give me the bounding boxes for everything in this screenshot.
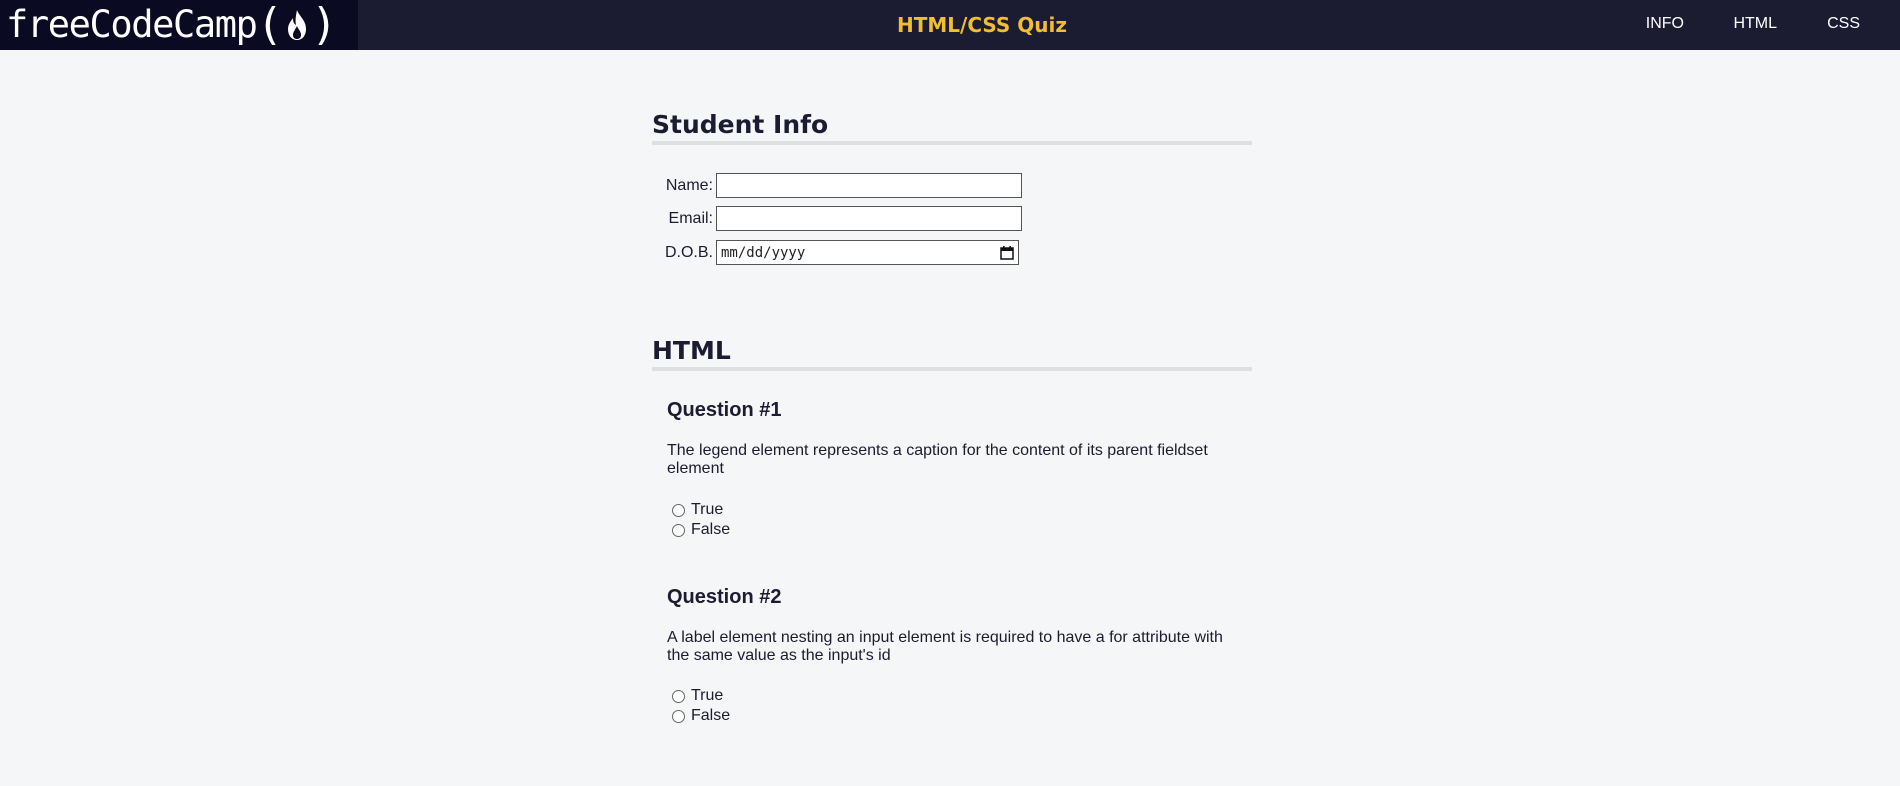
dob-row <box>652 240 1019 265</box>
radio-button[interactable] <box>672 504 685 517</box>
question-2-title: Question #2 <box>667 586 782 608</box>
radio-button[interactable] <box>672 710 685 723</box>
dob-input[interactable] <box>716 240 1019 265</box>
logo-paren-close: ) <box>311 0 338 50</box>
option-label: False <box>691 707 731 724</box>
name-input[interactable] <box>716 173 1022 198</box>
radio-button[interactable] <box>672 524 685 537</box>
question-2-text: A label element nesting an input element is required to have a for attribute with the same value as the input's id <box>667 629 1223 664</box>
email-label: Email: <box>668 209 713 227</box>
html-section-heading: HTML <box>652 336 1252 371</box>
option-label: True <box>691 687 724 704</box>
question-1-option-false[interactable] <box>672 521 730 539</box>
option-label: False <box>691 521 731 538</box>
question-1-title: Question #1 <box>667 399 782 421</box>
flame-icon <box>284 8 310 42</box>
logo-paren-open: ( <box>256 0 284 50</box>
email-input[interactable] <box>716 206 1022 231</box>
nav-link-html[interactable]: HTML <box>1733 15 1777 32</box>
email-row <box>652 206 1022 231</box>
name-label: Name: <box>665 176 713 194</box>
dob-placeholder: mm/dd/yyyy <box>721 244 806 261</box>
question-1-text: The legend element represents a caption for the content of its parent fieldset element <box>667 442 1208 477</box>
logo-text: freeCodeCamp <box>6 3 257 46</box>
name-row <box>652 173 1022 198</box>
calendar-icon[interactable] <box>1000 246 1014 260</box>
freecodecamp-logo[interactable] <box>0 0 358 50</box>
option-label: True <box>691 501 724 518</box>
question-1-option-true[interactable] <box>672 501 723 519</box>
page-title: HTML/CSS Quiz <box>897 13 1067 37</box>
dob-label: D.O.B. <box>664 243 713 261</box>
top-navbar <box>0 0 1900 50</box>
question-2-option-true[interactable] <box>672 687 723 705</box>
nav-link-info[interactable]: INFO <box>1645 15 1684 32</box>
student-info-heading: Student Info <box>652 110 1252 145</box>
question-2-option-false[interactable] <box>672 707 730 725</box>
radio-button[interactable] <box>672 690 685 703</box>
nav-link-css[interactable]: CSS <box>1827 15 1860 32</box>
